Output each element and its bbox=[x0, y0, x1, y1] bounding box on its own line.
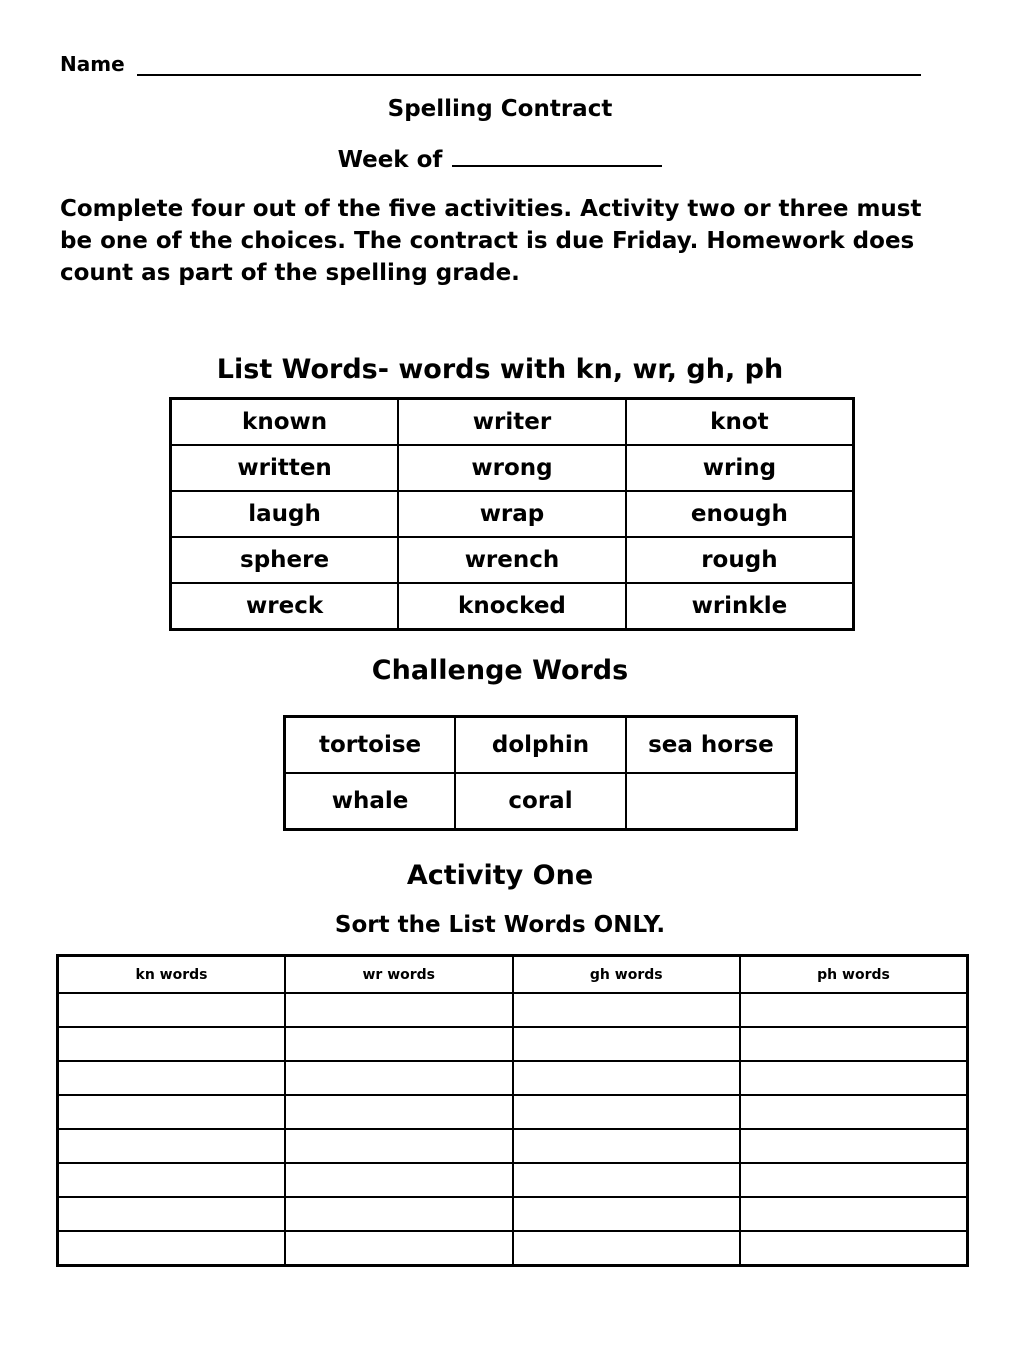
sort-column-header: gh words bbox=[513, 956, 741, 994]
sort-blank-cell[interactable] bbox=[58, 1095, 286, 1129]
week-label: Week of bbox=[337, 147, 443, 173]
activity-one-heading: Activity One bbox=[406, 860, 594, 891]
word-cell: knocked bbox=[398, 583, 626, 630]
word-cell: dolphin bbox=[455, 717, 626, 774]
name-row bbox=[60, 52, 921, 76]
sort-column-header: kn words bbox=[58, 956, 286, 994]
sort-blank-cell[interactable] bbox=[58, 1061, 286, 1095]
list-words-row bbox=[171, 537, 854, 583]
list-words-row bbox=[171, 491, 854, 537]
sort-blank-cell[interactable] bbox=[513, 1129, 741, 1163]
sort-blank-cell[interactable] bbox=[740, 1061, 968, 1095]
week-blank-line bbox=[452, 145, 662, 167]
page-title: Spelling Contract bbox=[387, 96, 613, 122]
list-words-heading: List Words- words with kn, wr, gh, ph bbox=[216, 354, 784, 385]
word-cell: wrap bbox=[398, 491, 626, 537]
word-cell: wrench bbox=[398, 537, 626, 583]
sort-blank-cell[interactable] bbox=[58, 1197, 286, 1231]
word-cell: wreck bbox=[171, 583, 399, 630]
sort-blank-cell[interactable] bbox=[740, 1163, 968, 1197]
sort-blank-cell[interactable] bbox=[513, 993, 741, 1027]
word-cell: knot bbox=[626, 399, 854, 446]
sort-blank-cell[interactable] bbox=[285, 1197, 513, 1231]
word-cell: wring bbox=[626, 445, 854, 491]
activity-one-subheading: Sort the List Words ONLY. bbox=[334, 912, 666, 938]
sort-row bbox=[58, 1197, 968, 1231]
sort-blank-cell[interactable] bbox=[58, 993, 286, 1027]
sort-blank-cell[interactable] bbox=[58, 1163, 286, 1197]
list-words-row bbox=[171, 445, 854, 491]
list-words-row bbox=[171, 583, 854, 630]
sort-blank-cell[interactable] bbox=[285, 1095, 513, 1129]
sort-blank-cell[interactable] bbox=[513, 1163, 741, 1197]
sort-row bbox=[58, 1129, 968, 1163]
word-cell: laugh bbox=[171, 491, 399, 537]
sort-row bbox=[58, 993, 968, 1027]
sort-blank-cell[interactable] bbox=[285, 1027, 513, 1061]
word-cell: coral bbox=[455, 773, 626, 830]
word-cell: sphere bbox=[171, 537, 399, 583]
sort-blank-cell[interactable] bbox=[740, 1197, 968, 1231]
sort-blank-cell[interactable] bbox=[285, 1129, 513, 1163]
word-cell: known bbox=[171, 399, 399, 446]
sort-blank-cell[interactable] bbox=[740, 1231, 968, 1266]
word-cell: enough bbox=[626, 491, 854, 537]
word-cell: whale bbox=[285, 773, 456, 830]
word-cell bbox=[626, 773, 797, 830]
word-cell: rough bbox=[626, 537, 854, 583]
sort-blank-cell[interactable] bbox=[513, 1027, 741, 1061]
list-words-row bbox=[171, 399, 854, 446]
sort-row bbox=[58, 1163, 968, 1197]
word-cell: writer bbox=[398, 399, 626, 446]
name-label: Name bbox=[60, 52, 125, 76]
sort-blank-cell[interactable] bbox=[285, 1163, 513, 1197]
sort-row bbox=[58, 1095, 968, 1129]
challenge-words-table bbox=[283, 715, 798, 831]
sort-column-header: wr words bbox=[285, 956, 513, 994]
sort-blank-cell[interactable] bbox=[740, 1095, 968, 1129]
sort-blank-cell[interactable] bbox=[740, 1129, 968, 1163]
sort-column-header: ph words bbox=[740, 956, 968, 994]
challenge-words-heading: Challenge Words bbox=[371, 655, 629, 686]
sort-blank-cell[interactable] bbox=[58, 1231, 286, 1266]
sort-blank-cell[interactable] bbox=[513, 1231, 741, 1266]
word-cell: tortoise bbox=[285, 717, 456, 774]
sort-blank-cell[interactable] bbox=[740, 993, 968, 1027]
sort-blank-cell[interactable] bbox=[285, 993, 513, 1027]
challenge-words-row bbox=[285, 717, 797, 774]
sort-row bbox=[58, 1061, 968, 1095]
word-cell: wrinkle bbox=[626, 583, 854, 630]
sort-blank-cell[interactable] bbox=[58, 1129, 286, 1163]
sort-blank-cell[interactable] bbox=[285, 1061, 513, 1095]
week-row bbox=[0, 145, 1000, 173]
name-blank-line bbox=[137, 54, 921, 76]
instructions: Complete four out of the five activities. Activity two or three must be one of the choices. The contract is due Friday. Homework does count as part of the spelling grade. bbox=[60, 196, 922, 286]
sort-blank-cell[interactable] bbox=[513, 1095, 741, 1129]
sort-blank-cell[interactable] bbox=[58, 1027, 286, 1061]
sort-row bbox=[58, 1231, 968, 1266]
challenge-words-row bbox=[285, 773, 797, 830]
word-cell: written bbox=[171, 445, 399, 491]
word-cell: sea horse bbox=[626, 717, 797, 774]
list-words-table bbox=[169, 397, 855, 631]
sort-blank-cell[interactable] bbox=[513, 1061, 741, 1095]
sort-blank-cell[interactable] bbox=[513, 1197, 741, 1231]
word-cell: wrong bbox=[398, 445, 626, 491]
sort-row bbox=[58, 1027, 968, 1061]
sort-blank-cell[interactable] bbox=[740, 1027, 968, 1061]
sort-table bbox=[56, 954, 969, 1267]
sort-blank-cell[interactable] bbox=[285, 1231, 513, 1266]
